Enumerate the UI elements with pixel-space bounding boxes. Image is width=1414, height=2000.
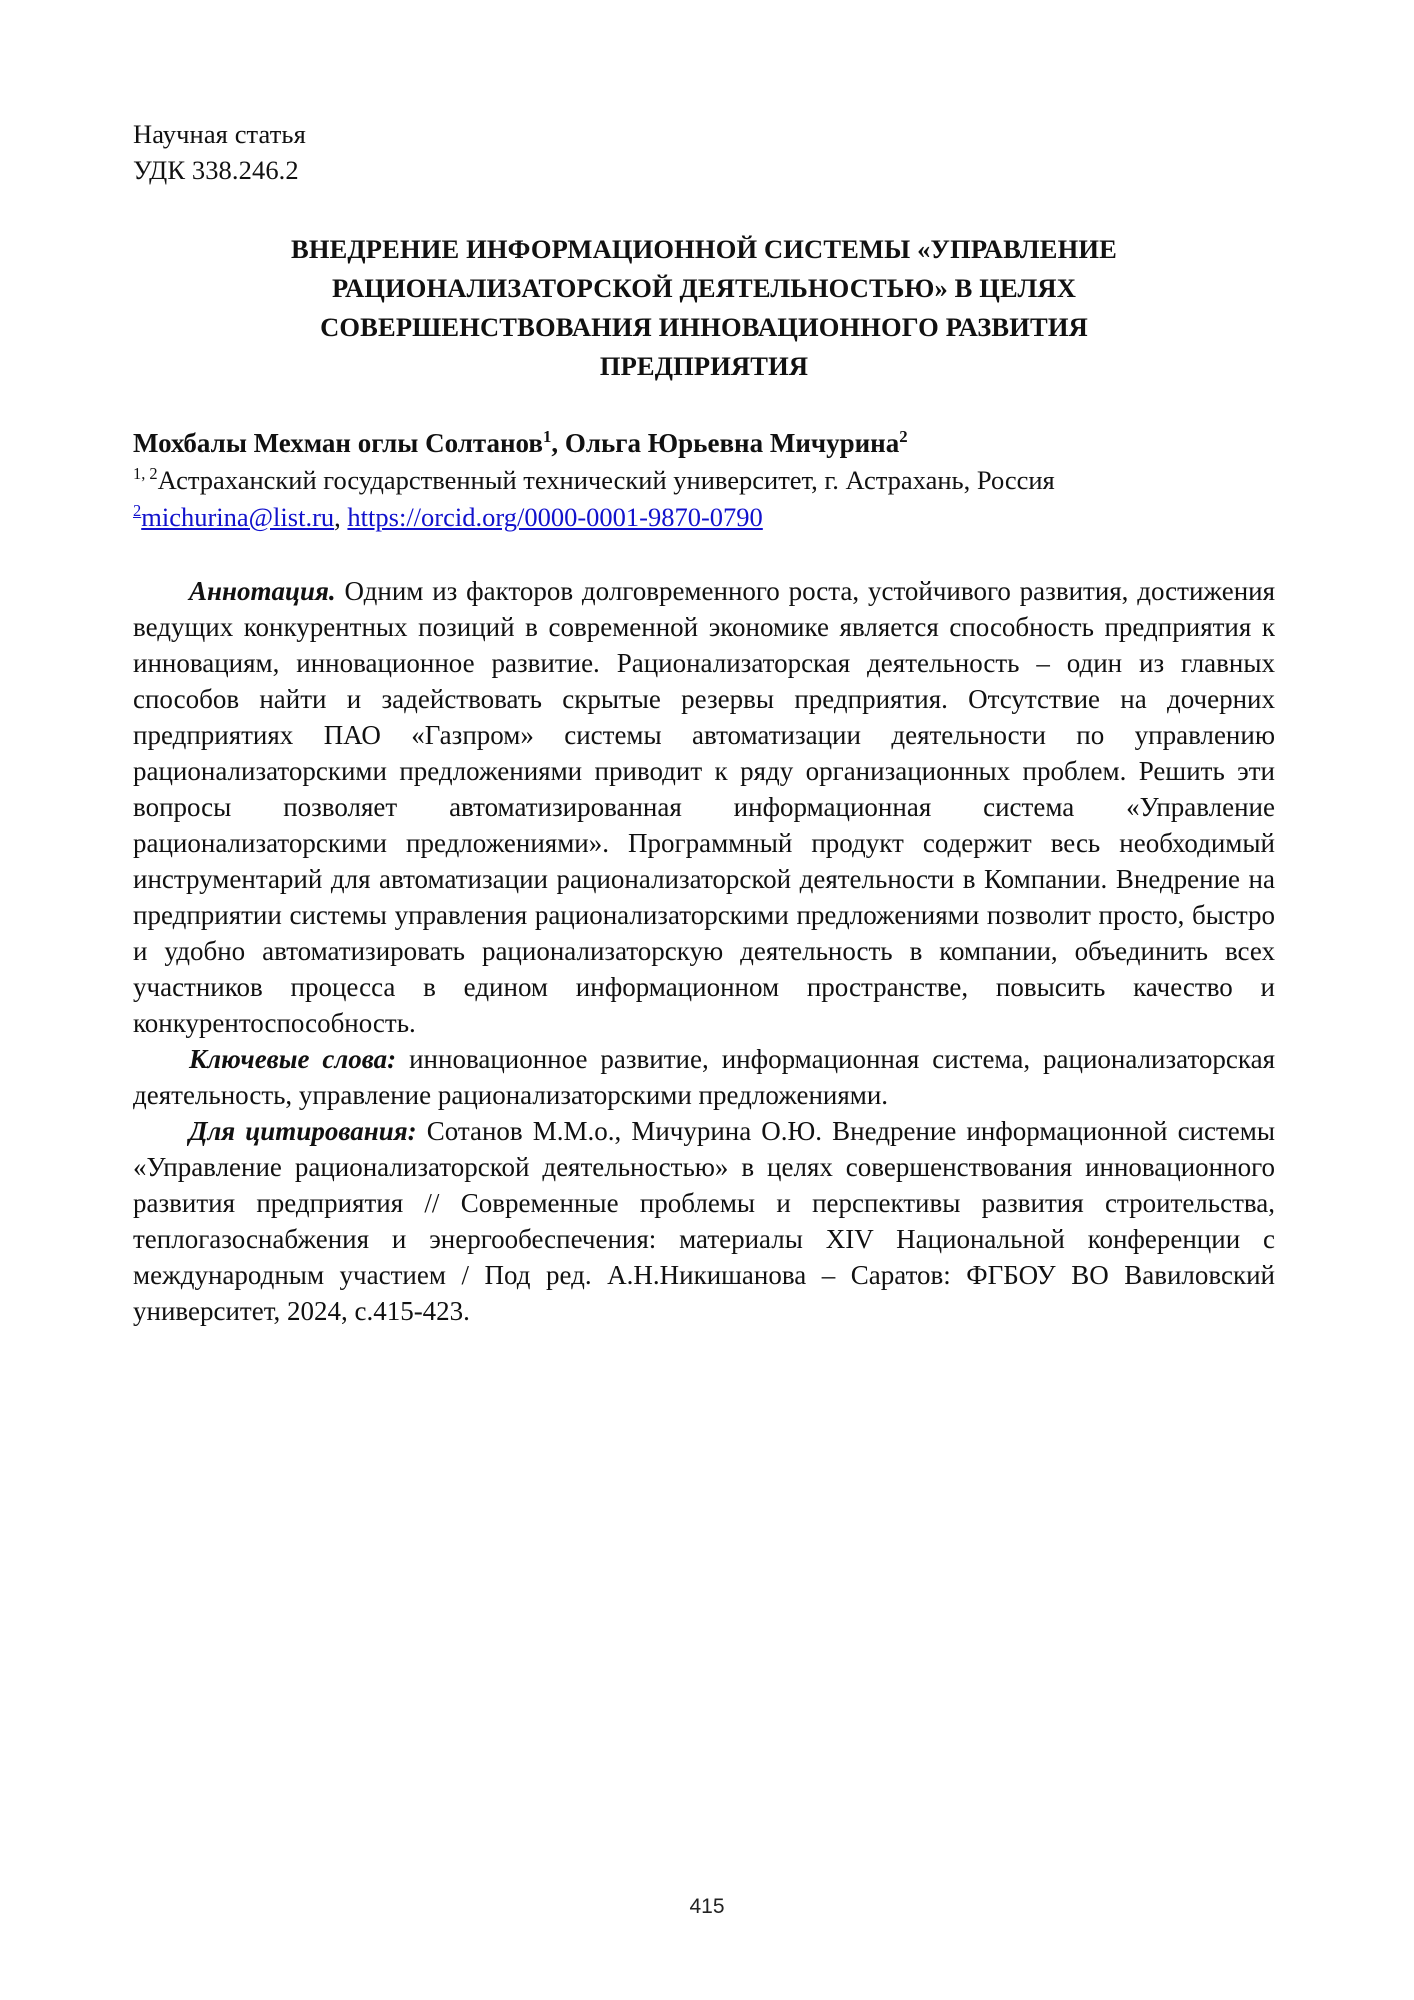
title-line-3: СОВЕРШЕНСТВОВАНИЯ ИННОВАЦИОННОГО РАЗВИТИЯ bbox=[320, 312, 1088, 342]
contact-line bbox=[133, 499, 1275, 535]
author-affiliation-marker-first: 1 bbox=[542, 427, 552, 446]
title-line-1: ВНЕДРЕНИЕ ИНФОРМАЦИОННОЙ СИСТЕМЫ «УПРАВЛЕНИЕ bbox=[291, 234, 1117, 264]
contact-separator: , bbox=[334, 502, 348, 532]
affiliation-marker: 1, 2 bbox=[133, 464, 158, 484]
article-title bbox=[133, 230, 1275, 386]
author-list bbox=[133, 426, 1275, 460]
author-name-second: Ольга Юрьевна Мичурина bbox=[564, 428, 900, 458]
page-number: 415 bbox=[689, 1895, 725, 1918]
title-line-4: ПРЕДПРИЯТИЯ bbox=[599, 351, 809, 381]
citation-text: Сотанов М.М.о., Мичурина О.Ю. Внедрение информационной системы «Управление рационализаторской деятельностью» в целях совершенствования инновационного развития предприятия // Современные проблемы и перспективы развития строительства, теплогазоснабжения и энергообеспечения: материалы XIV Национальной конференции с международным участием / Под ред. А.Н.Никишанова – Саратов: ФГБОУ ВО Вавиловский университет, 2024, с.415-423. bbox=[133, 1116, 1276, 1326]
title-line-2: РАЦИОНАЛИЗАТОРСКОЙ ДЕЯТЕЛЬНОСТЬЮ» В ЦЕЛЯХ bbox=[332, 273, 1076, 303]
email-link[interactable]: michurina@list.ru bbox=[141, 502, 335, 532]
contact-marker: 2 bbox=[133, 501, 142, 521]
affiliation-text: Астраханский государственный технический университет, г. Астрахань, Россия bbox=[157, 465, 1055, 495]
author-name-first: Мохбалы Мехман оглы Солтанов bbox=[133, 428, 543, 458]
article-type-label: Научная статья bbox=[133, 119, 306, 149]
orcid-link[interactable]: https://orcid.org/0000-0001-9870-0790 bbox=[347, 502, 763, 532]
author-separator: , bbox=[551, 428, 565, 458]
keywords-text: инновационное развитие, информационная система, рационализаторская деятельность, управление рационализаторскими предложениями. bbox=[133, 1044, 1275, 1110]
keywords-paragraph bbox=[133, 1041, 1275, 1113]
author-affiliation-marker-second: 2 bbox=[899, 427, 908, 446]
affiliation-line bbox=[133, 462, 1275, 498]
udc-code: УДК 338.246.2 bbox=[133, 155, 299, 185]
abstract-paragraph bbox=[133, 573, 1275, 1041]
abstract-label: Аннотация. bbox=[189, 576, 336, 606]
citation-label: Для цитирования: bbox=[189, 1116, 417, 1146]
page-content bbox=[133, 116, 1275, 1329]
citation-paragraph bbox=[133, 1113, 1275, 1329]
abstract-text: Одним из факторов долговременного роста, устойчивого развития, достижения ведущих конкурентных позиций в современной экономике является способность предприятия к инновациям, инновационное развитие. Рационализаторская деятельность – один из главных способов найти и задействовать скрытые резервы предприятия. Отсутствие на дочерних предприятиях ПАО «Газпром» системы автоматизации деятельности по управлению рационализаторскими предложениями приводит к ряду организационных проблем. Решить эти вопросы позволяет автоматизированная информационная система «Управление рационализаторскими предложениями». Программный продукт содержит весь необходимый инструментарий для автоматизации рационализаторской деятельности в Компании. Внедрение на предприятии системы управления рационализаторскими предложениями позволит просто, быстро и удобно автоматизировать рационализаторскую деятельность в компании, объединить всех участников процесса в едином информационном пространстве, повысить качество и конкурентоспособность. bbox=[133, 576, 1276, 1038]
keywords-label: Ключевые слова: bbox=[189, 1044, 397, 1074]
